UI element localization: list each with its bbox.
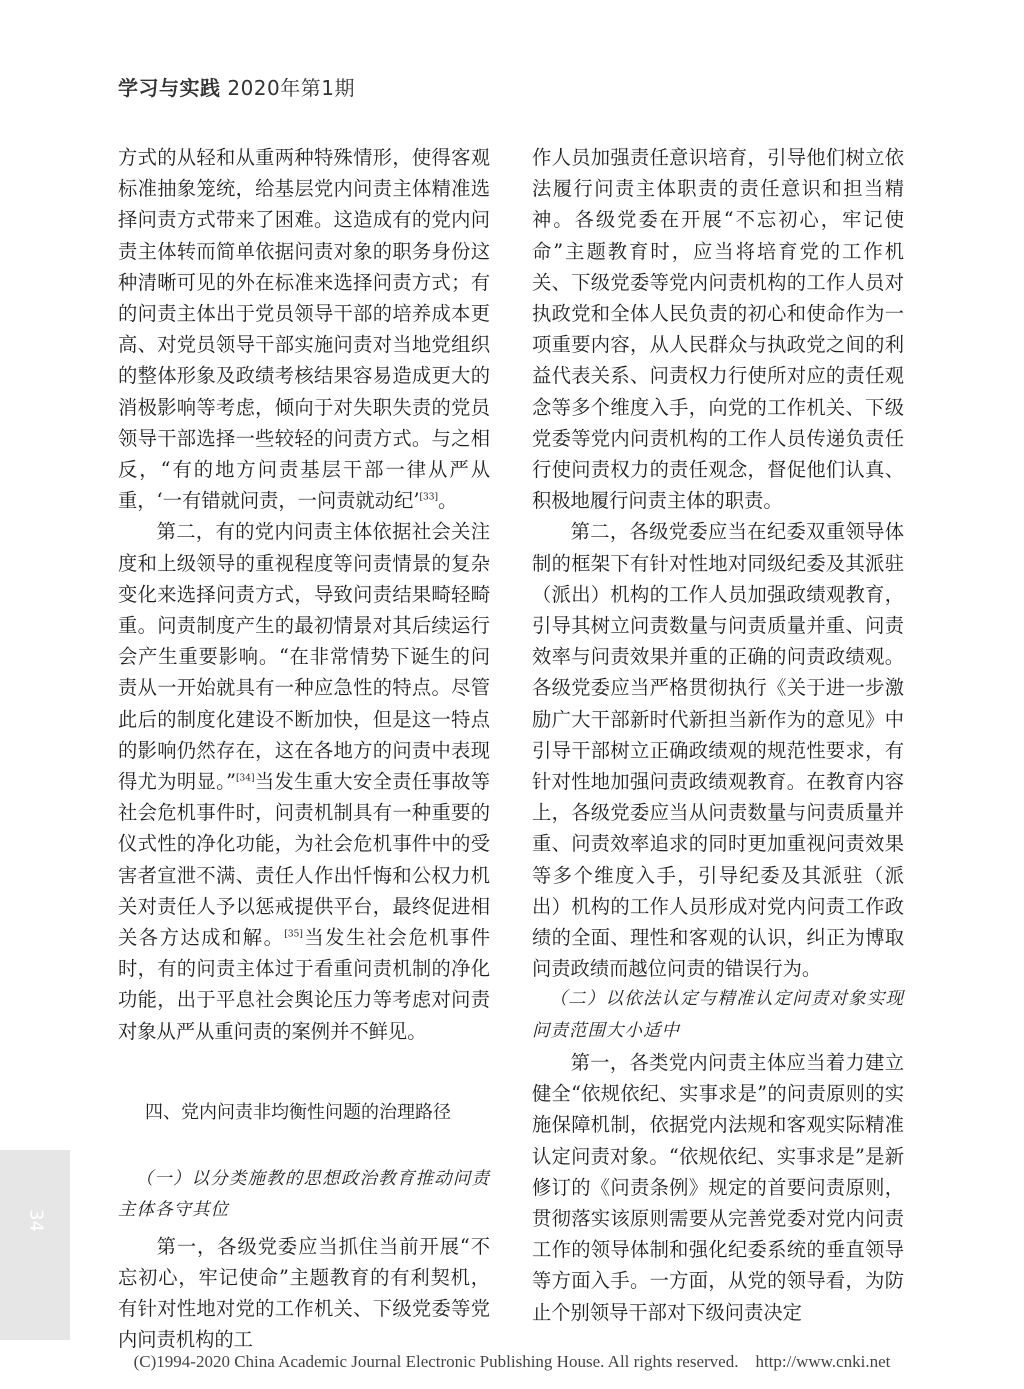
paragraph: 第一，各级党委应当抓住当前开展“不忘初心，牢记使命”主题教育的有利契机，有针对性地对党的工作机关、下级党委等党内问责机构的工 bbox=[118, 1234, 490, 1352]
journal-name: 学习与实践 bbox=[118, 76, 221, 100]
paragraph-text: 方式的从轻和从重两种特殊情形，使得客观标准抽象笼统，给基层党内问责主体精准选择问责方式带来了困难。这造成有的党内问责主体转而简单依据问责对象的职务身份这种清晰可见的外在标准来选择问责方式；有的问责主体出于党员领导干部的培养成本更高、对党员领导干部实施问责对当地党组织的整体形象及政绩考核结果容易造成更大的消极影响等考虑，倾向于对失职失责的党员领导干部选择一些较轻的问责方式。与之相反，“有的地方问责基层干部一律从严从重，‘一有错就问责，一问责就动纪’ bbox=[118, 146, 490, 513]
journal-issue: 2020年第1期 bbox=[227, 76, 355, 100]
paragraph: 作人员加强责任意识培育，引导他们树立依法履行问责主体职责的责任意识和担当精神。各级党委在开展“不忘初心，牢记使命”主题教育时，应当将培育党的工作机关、下级党委等党内问责机构的工作人员对执政党和全体人民负责的初心和使命作为一项重要内容，从人民群众与执政党之间的利益代表关系、问责权力行使所对应的责任观念等多个维度入手，向党的工作机关、下级党委等党内问责机构的工作人员传递负责任行使问责权力的责任观念，督促他们认真、积极地履行问责主体的职责。 bbox=[532, 146, 904, 513]
left-column bbox=[118, 142, 490, 1355]
paragraph-text: 当发生社会危机事件时，有的问责主体过于看重问责机制的净化功能，出于平息社会舆论压力等考虑对问责对象从严从重问责的案例并不鲜见。 bbox=[118, 926, 490, 1043]
subsection-heading: （二）以依法认定与精准认定问责对象实现问责范围大小适中 bbox=[532, 989, 904, 1041]
footer bbox=[0, 1352, 1024, 1372]
paragraph bbox=[118, 142, 490, 516]
paragraph: 第一，各类党内问责主体应当着力建立健全“依规依纪、实事求是”的问责原则的实施保障机制，依据党内法规和客观实际精准认定问责对象。“依规依纪、实事求是”是新修订的《问责条例》规定的首要问责原则，贯彻落实该原则需要从完善党委对党内问责工作的领导体制和强化纪委系统的垂直领导等方面入手。一方面，从党的领导看，为防止个别领导干部对下级问责决定 bbox=[532, 1050, 904, 1324]
page-number: 34 bbox=[25, 1209, 47, 1232]
page-number-tab bbox=[0, 1150, 70, 1340]
paragraph-text: 第二，有的党内问责主体依据社会关注度和上级领导的重视程度等问责情景的复杂变化来选择问责方式，导致问责结果畸轻畸重。问责制度产生的最初情景对其后续运行会产生重要影响。“在非常情势下诞生的问责从一开始就具有一种应急性的特点。尽管此后的制度化建设不断加快，但是这一特点的影响仍然存在，这在各地方的问责中表现得尤为明显。” bbox=[118, 520, 490, 794]
section-heading: 四、党内问责非均衡性问题的治理路径 bbox=[145, 1101, 451, 1123]
paragraph bbox=[118, 516, 490, 1046]
citation-ref: [34] bbox=[235, 773, 255, 784]
copyright-notice: (C)1994-2020 China Academic Journal Electronic Publishing House. All rights reserved. bbox=[133, 1352, 739, 1371]
citation-ref: [33] bbox=[419, 492, 438, 503]
paragraph-text: 当发生重大安全责任事故等社会危机事件时，问责机制具有一种重要的仪式性的净化功能，为社会危机事件中的受害者宣泄不满、责任人作出忏悔和公权力机关对责任人予以惩戒提供平台，最终促进相关各方达成和解。 bbox=[118, 770, 490, 950]
citation-ref: [35] bbox=[284, 929, 303, 940]
subsection-heading: （一）以分类施教的思想政治教育推动问责主体各守其位 bbox=[118, 1169, 490, 1221]
footer-url: http://www.cnki.net bbox=[755, 1352, 891, 1371]
paragraph-text: 。 bbox=[437, 489, 458, 513]
journal-header bbox=[118, 72, 355, 101]
right-column bbox=[532, 142, 904, 1328]
paragraph: 第二，各级党委应当在纪委双重领导体制的框架下有针对性地对同级纪委及其派驻（派出）机构的工作人员加强政绩观教育，引导其树立问责数量与问责质量并重、问责效率与问责效果并重的正确的问责政绩观。各级党委应当严格贯彻执行《关于进一步激励广大干部新时代新担当新作为的意见》中引导干部树立正确政绩观的规范性要求，有针对性地加强问责政绩观教育。在教育内容上，各级党委应当从问责数量与问责质量并重、问责效率追求的同时更加重视问责效果等多个维度入手，引导纪委及其派驻（派出）机构的工作人员形成对党内问责工作政绩的全面、理性和客观的认识，纠正为博取问责政绩而越位问责的错误行为。 bbox=[532, 520, 904, 981]
